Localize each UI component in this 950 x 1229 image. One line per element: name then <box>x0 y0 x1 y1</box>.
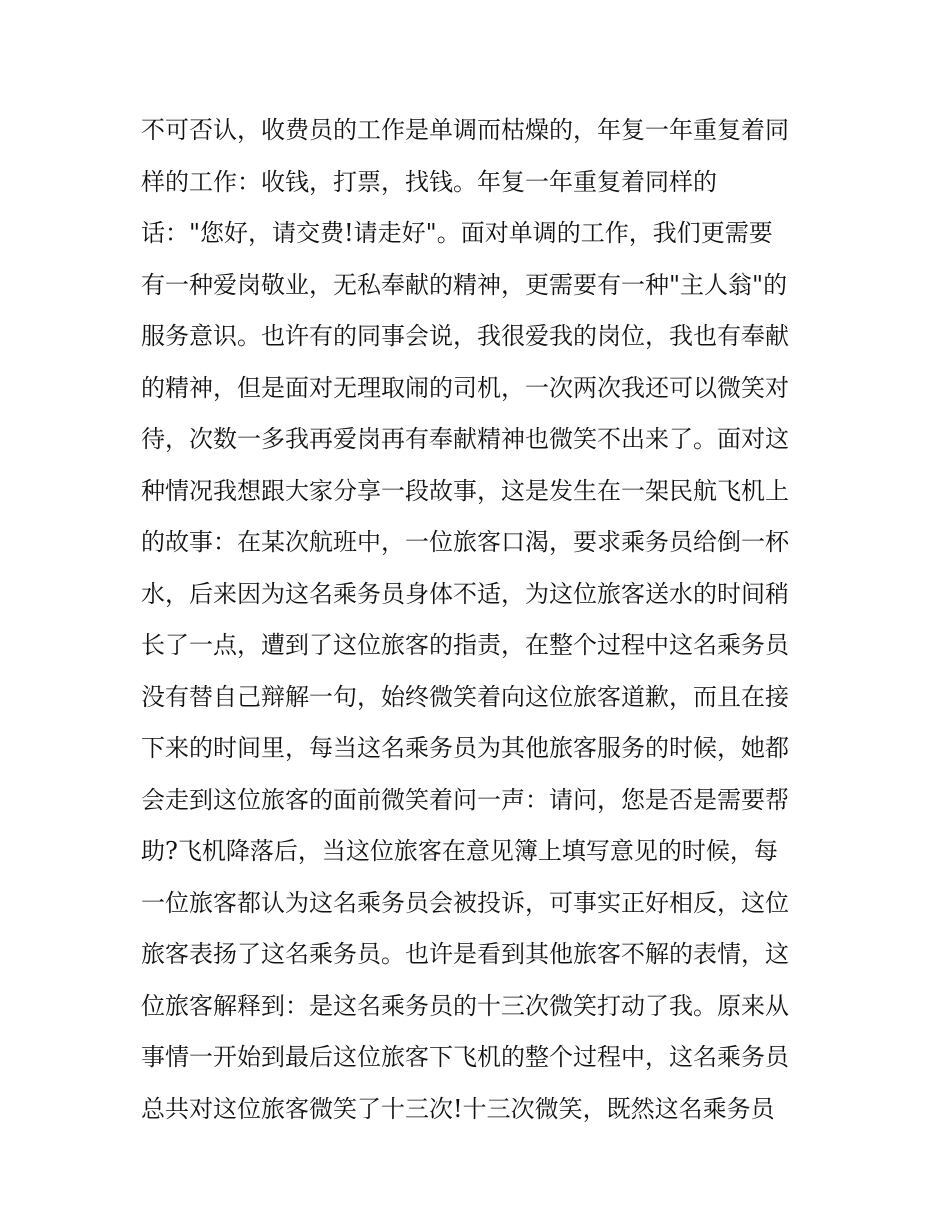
text-line: 服务意识。也许有的同事会说，我很爱我的岗位，我也有奉献 <box>141 322 789 350</box>
text-line: 助?飞机降落后，当这位旅客在意见簿上填写意见的时候，每 <box>141 837 778 865</box>
text-line: 水，后来因为这名乘务员身体不适，为这位旅客送水的时间稍 <box>141 579 789 608</box>
text-line: 的精神，但是面对无理取闹的司机，一次两次我还可以微笑对 <box>141 373 789 402</box>
text-line: 的故事：在某次航班中，一位旅客口渴，要求乘务员给倒一杯 <box>141 528 789 556</box>
text-line: 种情况我想跟大家分享一段故事，这是发生在一架民航飞机上 <box>141 476 789 505</box>
text-line: 长了一点，遭到了这位旅客的指责，在整个过程中这名乘务员 <box>141 631 789 659</box>
text-line: 一位旅客都认为这名乘务员会被投诉，可事实正好相反，这位 <box>141 888 789 917</box>
body-text <box>141 105 821 1135</box>
text-line: 会走到这位旅客的面前微笑着问一声：请问，您是否是需要帮 <box>141 785 789 814</box>
text-line: 位旅客解释到：是这名乘务员的十三次微笑打动了我。原来从 <box>141 991 789 1020</box>
text-line: 旅客表扬了这名乘务员。也许是看到其他旅客不解的表情，这 <box>141 940 789 968</box>
text-line: 话："您好，请交费!请走好"。面对单调的工作，我们更需要 <box>141 219 773 247</box>
text-line: 样的工作：收钱，打票，找钱。年复一年重复着同样的 <box>141 167 717 196</box>
text-line: 不可否认，收费员的工作是单调而枯燥的，年复一年重复着同 <box>141 116 789 144</box>
text-line: 事情一开始到最后这位旅客下飞机的整个过程中，这名乘务员 <box>141 1043 789 1071</box>
text-line: 总共对这位旅客微笑了十三次!十三次微笑，既然这名乘务员 <box>141 1094 775 1123</box>
text-line: 有一种爱岗敬业，无私奉献的精神，更需要有一种"主人翁"的 <box>141 270 788 299</box>
text-line: 没有替自己辩解一句，始终微笑着向这位旅客道歉，而且在接 <box>141 682 789 711</box>
text-line: 下来的时间里，每当这名乘务员为其他旅客服务的时候，她都 <box>141 734 789 762</box>
text-line: 待，次数一多我再爱岗再有奉献精神也微笑不出来了。面对这 <box>141 425 789 453</box>
